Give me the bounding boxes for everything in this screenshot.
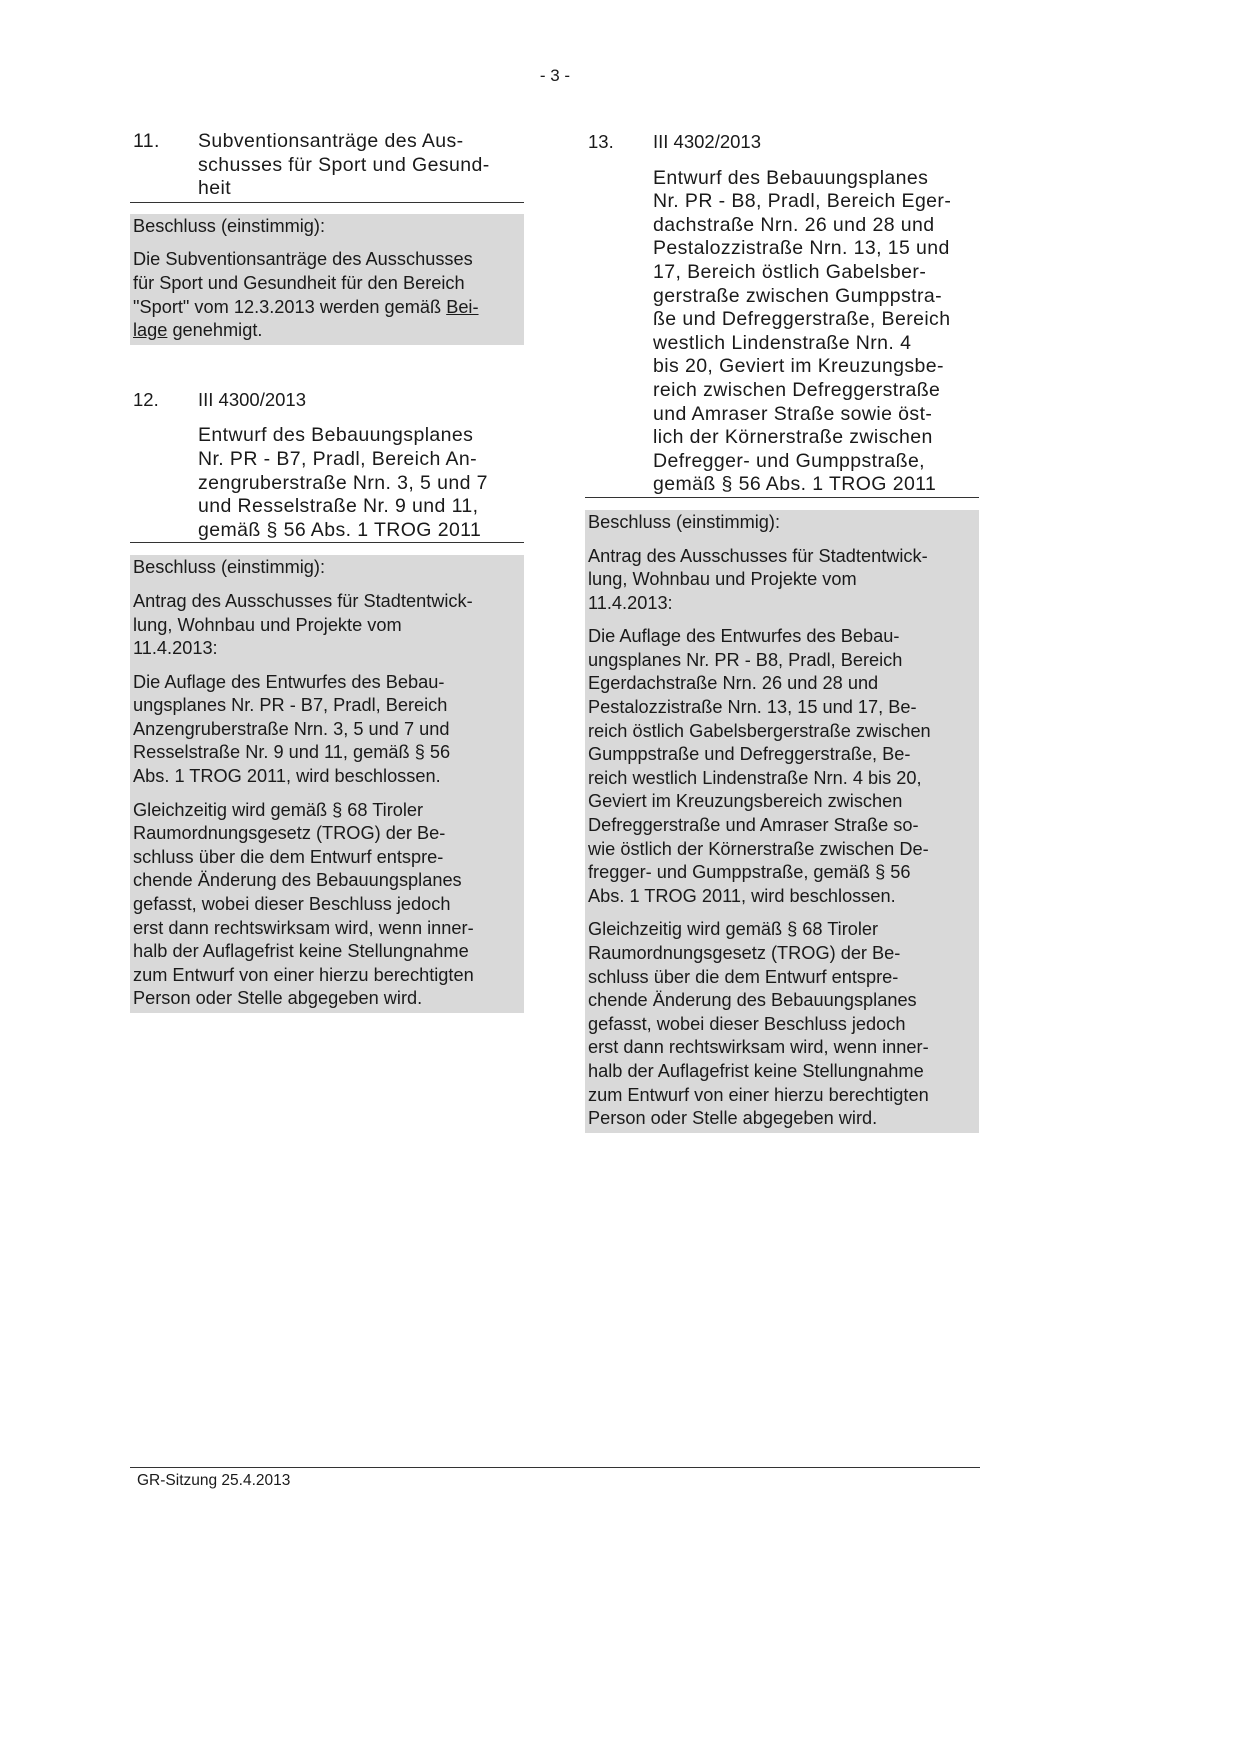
text-line: Antrag des Ausschusses für Stadtentwick-	[588, 545, 928, 566]
item-11-heading	[130, 130, 524, 203]
item-11-number: 11.	[133, 130, 160, 152]
decision-paragraph	[588, 918, 975, 1130]
text-line: Die Auflage des Entwurfes des Bebau-	[588, 626, 900, 647]
text-line: Geviert im Kreuzungsbereich zwischen	[588, 791, 903, 812]
text-line: erst dann rechtswirksam wird, wenn inner-	[133, 917, 474, 938]
text-line: Anzengruberstraße Nrn. 3, 5 und 7 und	[133, 718, 450, 739]
text-line: Resselstraße Nr. 9 und 11, gemäß § 56	[133, 742, 451, 763]
title-line: Nr. PR - B7, Pradl, Bereich An-	[198, 447, 478, 470]
decision-paragraph	[133, 590, 520, 661]
decision-heading: Beschluss (einstimmig):	[133, 215, 326, 236]
title-line: dachstraße Nrn. 26 und 28 und	[653, 213, 935, 236]
beilage-link[interactable]: lage	[133, 320, 168, 341]
item-12-number: 12.	[133, 388, 159, 410]
text-line: halb der Auflagefrist keine Stellungnahme	[588, 1060, 924, 1081]
text-line: Antrag des Ausschusses für Stadtentwick-	[133, 590, 473, 611]
text-line: ungsplanes Nr. PR - B7, Pradl, Bereich	[133, 695, 448, 716]
text-line: Person oder Stelle abgegeben wird.	[133, 988, 423, 1009]
item-13-reference: III 4302/2013	[653, 131, 762, 152]
title-line: Entwurf des Bebauungsplanes	[653, 166, 929, 189]
decision-paragraph	[588, 545, 975, 616]
item-12-title	[198, 388, 524, 543]
text-line: chende Änderung des Bebauungsplanes	[588, 990, 917, 1011]
title-line: ße und Defreggerstraße, Bereich	[653, 308, 951, 331]
title-line: Entwurf des Bebauungsplanes	[198, 424, 474, 447]
beilage-link[interactable]: Bei-	[446, 296, 479, 317]
item-12-reference: III 4300/2013	[198, 388, 307, 410]
text-line: Pestalozzistraße Nrn. 13, 15 und 17, Be-	[588, 697, 917, 718]
text-line: 11.4.2013:	[133, 638, 218, 659]
text-line: chende Änderung des Bebauungsplanes	[133, 870, 462, 891]
title-line: Subventionsanträge des Aus-	[198, 130, 464, 152]
decision-paragraph	[588, 625, 975, 908]
title-line: 17, Bereich östlich Gabelsber-	[653, 260, 927, 283]
title-line: gerstraße zwischen Gumppstra-	[653, 284, 943, 307]
text-line: gefasst, wobei dieser Beschluss jedoch	[133, 894, 451, 915]
agenda-item-11	[130, 130, 524, 345]
text-line: Die Auflage des Entwurfes des Bebau-	[133, 671, 445, 692]
agenda-item-13	[585, 130, 979, 1133]
text-line: Gumppstraße und Defreggerstraße, Be-	[588, 744, 911, 765]
text-line: Raumordnungsgesetz (TROG) der Be-	[588, 943, 901, 963]
text-line: fregger- und Gumppstraße, gemäß § 56	[588, 862, 911, 883]
text-line: Raumordnungsgesetz (TROG) der Be-	[133, 823, 446, 844]
footer-divider	[130, 1467, 980, 1468]
text-line: zum Entwurf von einer hierzu berechtigten	[588, 1084, 929, 1105]
text-line: "Sport" vom 12.3.2013 werden gemäß	[133, 296, 447, 317]
title-line: zengruberstraße Nrn. 3, 5 und 7	[198, 471, 488, 494]
text-line: Egerdachstraße Nrn. 26 und 28 und	[588, 673, 879, 694]
text-line: erst dann rechtswirksam wird, wenn inner-	[588, 1037, 929, 1058]
text-line: wie östlich der Körnerstraße zwischen De-	[588, 838, 929, 859]
item-13-heading	[585, 130, 979, 497]
text-line: gefasst, wobei dieser Beschluss jedoch	[588, 1013, 906, 1034]
title-line: gemäß § 56 Abs. 1 TROG 2011	[198, 518, 482, 541]
divider	[130, 542, 524, 543]
text-line: zum Entwurf von einer hierzu berechtigten	[133, 964, 474, 985]
item-13-decision	[585, 510, 979, 1133]
text-line: Abs. 1 TROG 2011, wird beschlossen.	[588, 885, 896, 906]
decision-text	[133, 248, 520, 342]
title-line: heit	[198, 177, 232, 200]
title-line: Defregger- und Gumppstraße,	[653, 449, 926, 472]
text-line: Person oder Stelle abgegeben wird.	[588, 1108, 878, 1129]
title-line: reich zwischen Defreggerstraße	[653, 378, 941, 401]
title-line: lich der Körnerstraße zwischen	[653, 426, 933, 449]
text-line: halb der Auflagefrist keine Stellungnahme	[133, 941, 469, 962]
decision-heading: Beschluss (einstimmig):	[588, 511, 781, 532]
text-line: Gleichzeitig wird gemäß § 68 Tiroler	[133, 799, 424, 820]
title-line: gemäß § 56 Abs. 1 TROG 2011	[653, 473, 937, 496]
text-line: schluss über die dem Entwurf entspre-	[133, 846, 444, 867]
item-13-number: 13.	[588, 131, 614, 152]
item-11-title	[198, 130, 524, 201]
divider	[585, 497, 979, 498]
page-number: - 3 -	[539, 66, 571, 85]
text-line: Gleichzeitig wird gemäß § 68 Tiroler	[588, 919, 879, 940]
left-column	[130, 130, 524, 1013]
text-line: reich östlich Gabelsbergerstraße zwischen	[588, 720, 931, 741]
right-column	[585, 130, 979, 1133]
text-line: Abs. 1 TROG 2011, wird beschlossen.	[133, 766, 441, 787]
item-12-heading	[130, 388, 524, 543]
text-line: Defreggerstraße und Amraser Straße so-	[588, 815, 919, 836]
decision-heading: Beschluss (einstimmig):	[133, 557, 326, 578]
item-13-title	[653, 130, 979, 497]
footer-text: GR-Sitzung 25.4.2013	[137, 1472, 291, 1489]
title-line: Nr. PR - B8, Pradl, Bereich Eger-	[653, 190, 952, 213]
title-line: Pestalozzistraße Nrn. 13, 15 und	[653, 237, 950, 260]
text-line: reich westlich Lindenstraße Nrn. 4 bis 20,	[588, 767, 922, 788]
title-line: westlich Lindenstraße Nrn. 4	[653, 331, 912, 354]
title-line: bis 20, Geviert im Kreuzungsbe-	[653, 355, 944, 378]
decision-paragraph	[133, 799, 520, 1011]
text-line: ungsplanes Nr. PR - B8, Pradl, Bereich	[588, 649, 903, 670]
text-line: Die Subventionsanträge des Ausschusses	[133, 249, 473, 270]
text-line: lung, Wohnbau und Projekte vom	[133, 614, 402, 635]
decision-paragraph	[133, 671, 520, 789]
text-line: genehmigt.	[167, 320, 263, 341]
text-line: 11.4.2013:	[588, 592, 673, 613]
title-line: schusses für Sport und Gesund-	[198, 153, 490, 176]
text-line: für Sport und Gesundheit für den Bereich	[133, 272, 465, 293]
item-11-decision	[130, 214, 524, 345]
text-line: schluss über die dem Entwurf entspre-	[588, 966, 899, 987]
title-line: und Resselstraße Nr. 9 und 11,	[198, 495, 479, 518]
text-line: lung, Wohnbau und Projekte vom	[588, 569, 857, 590]
title-line: und Amraser Straße sowie öst-	[653, 402, 933, 425]
agenda-item-12	[130, 388, 524, 1013]
item-12-decision	[130, 555, 524, 1013]
